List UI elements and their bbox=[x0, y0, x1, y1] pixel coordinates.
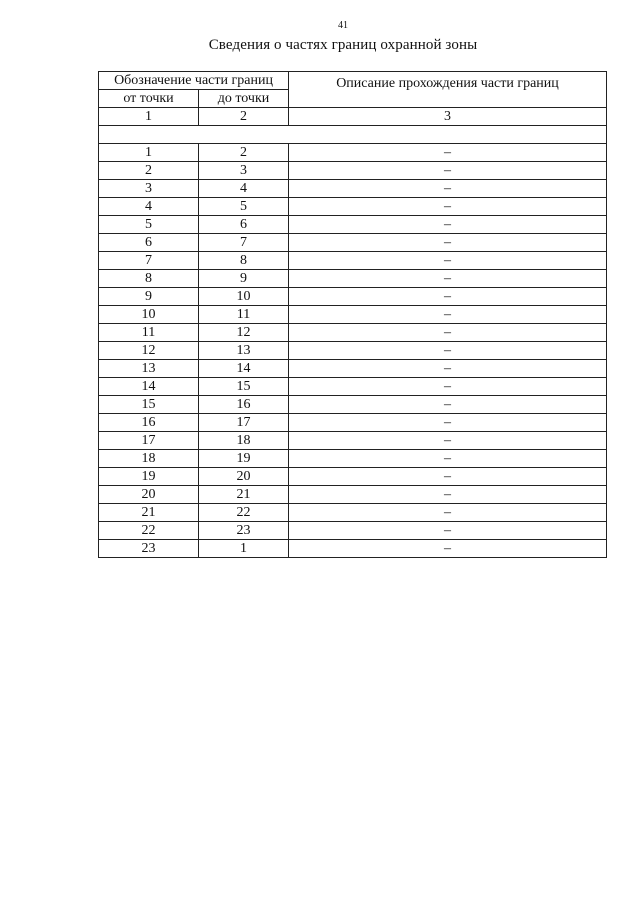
cell-from: 1 bbox=[99, 144, 199, 162]
table-row bbox=[99, 198, 607, 216]
cell-to: 12 bbox=[199, 324, 289, 342]
cell-desc: – bbox=[289, 144, 607, 162]
cell-desc: – bbox=[289, 378, 607, 396]
cell-to: 21 bbox=[199, 486, 289, 504]
cell-desc: – bbox=[289, 252, 607, 270]
table-row bbox=[99, 540, 607, 558]
cell-from: 10 bbox=[99, 306, 199, 324]
column-number-1: 1 bbox=[99, 108, 199, 126]
table-body bbox=[99, 144, 607, 558]
cell-from: 17 bbox=[99, 432, 199, 450]
cell-from: 6 bbox=[99, 234, 199, 252]
cell-to: 13 bbox=[199, 342, 289, 360]
cell-from: 18 bbox=[99, 450, 199, 468]
header-to-point: до точки bbox=[199, 90, 289, 108]
cell-from: 7 bbox=[99, 252, 199, 270]
cell-to: 3 bbox=[199, 162, 289, 180]
cell-from: 5 bbox=[99, 216, 199, 234]
cell-to: 20 bbox=[199, 468, 289, 486]
cell-from: 8 bbox=[99, 270, 199, 288]
cell-desc: – bbox=[289, 540, 607, 558]
cell-from: 2 bbox=[99, 162, 199, 180]
cell-from: 15 bbox=[99, 396, 199, 414]
cell-from: 11 bbox=[99, 324, 199, 342]
cell-from: 16 bbox=[99, 414, 199, 432]
cell-to: 16 bbox=[199, 396, 289, 414]
cell-to: 7 bbox=[199, 234, 289, 252]
cell-desc: – bbox=[289, 216, 607, 234]
table-row bbox=[99, 342, 607, 360]
cell-to: 18 bbox=[199, 432, 289, 450]
cell-desc: – bbox=[289, 162, 607, 180]
cell-desc: – bbox=[289, 270, 607, 288]
cell-desc: – bbox=[289, 180, 607, 198]
section-separator-row bbox=[99, 126, 607, 144]
cell-to: 8 bbox=[199, 252, 289, 270]
cell-desc: – bbox=[289, 396, 607, 414]
cell-desc: – bbox=[289, 306, 607, 324]
table-row bbox=[99, 180, 607, 198]
cell-from: 4 bbox=[99, 198, 199, 216]
cell-to: 4 bbox=[199, 180, 289, 198]
cell-from: 19 bbox=[99, 468, 199, 486]
cell-from: 22 bbox=[99, 522, 199, 540]
table-row bbox=[99, 396, 607, 414]
boundary-parts-table bbox=[98, 71, 607, 558]
page-number: 41 bbox=[338, 20, 348, 31]
cell-desc: – bbox=[289, 360, 607, 378]
cell-desc: – bbox=[289, 450, 607, 468]
column-number-2: 2 bbox=[199, 108, 289, 126]
table-row bbox=[99, 288, 607, 306]
cell-from: 3 bbox=[99, 180, 199, 198]
cell-to: 10 bbox=[199, 288, 289, 306]
table-row bbox=[99, 252, 607, 270]
cell-to: 17 bbox=[199, 414, 289, 432]
table-row bbox=[99, 486, 607, 504]
cell-desc: – bbox=[289, 486, 607, 504]
cell-to: 5 bbox=[199, 198, 289, 216]
table-row bbox=[99, 414, 607, 432]
header-from-point: от точки bbox=[99, 90, 199, 108]
header-boundary-designation: Обозначение части границ bbox=[99, 72, 289, 90]
cell-from: 21 bbox=[99, 504, 199, 522]
table-row bbox=[99, 216, 607, 234]
cell-to: 6 bbox=[199, 216, 289, 234]
table-row bbox=[99, 324, 607, 342]
cell-to: 22 bbox=[199, 504, 289, 522]
cell-to: 14 bbox=[199, 360, 289, 378]
table-row bbox=[99, 432, 607, 450]
cell-desc: – bbox=[289, 468, 607, 486]
cell-desc: – bbox=[289, 324, 607, 342]
table-row bbox=[99, 378, 607, 396]
cell-from: 23 bbox=[99, 540, 199, 558]
cell-desc: – bbox=[289, 288, 607, 306]
cell-from: 14 bbox=[99, 378, 199, 396]
table-row bbox=[99, 450, 607, 468]
cell-to: 15 bbox=[199, 378, 289, 396]
cell-to: 23 bbox=[199, 522, 289, 540]
header-boundary-description: Описание прохождения части границ bbox=[289, 72, 607, 108]
table-row bbox=[99, 162, 607, 180]
cell-to: 1 bbox=[199, 540, 289, 558]
table-row bbox=[99, 468, 607, 486]
table-row bbox=[99, 144, 607, 162]
cell-from: 9 bbox=[99, 288, 199, 306]
column-number-3: 3 bbox=[289, 108, 607, 126]
table-row bbox=[99, 306, 607, 324]
cell-desc: – bbox=[289, 234, 607, 252]
table-row bbox=[99, 522, 607, 540]
document-title: Сведения о частях границ охранной зоны bbox=[208, 37, 478, 53]
cell-desc: – bbox=[289, 432, 607, 450]
cell-to: 2 bbox=[199, 144, 289, 162]
cell-from: 13 bbox=[99, 360, 199, 378]
table-row bbox=[99, 504, 607, 522]
table-row bbox=[99, 360, 607, 378]
cell-from: 20 bbox=[99, 486, 199, 504]
cell-to: 9 bbox=[199, 270, 289, 288]
cell-desc: – bbox=[289, 198, 607, 216]
cell-desc: – bbox=[289, 342, 607, 360]
cell-to: 19 bbox=[199, 450, 289, 468]
table-row bbox=[99, 270, 607, 288]
cell-to: 11 bbox=[199, 306, 289, 324]
cell-desc: – bbox=[289, 504, 607, 522]
cell-desc: – bbox=[289, 522, 607, 540]
table-row bbox=[99, 234, 607, 252]
cell-desc: – bbox=[289, 414, 607, 432]
cell-from: 12 bbox=[99, 342, 199, 360]
